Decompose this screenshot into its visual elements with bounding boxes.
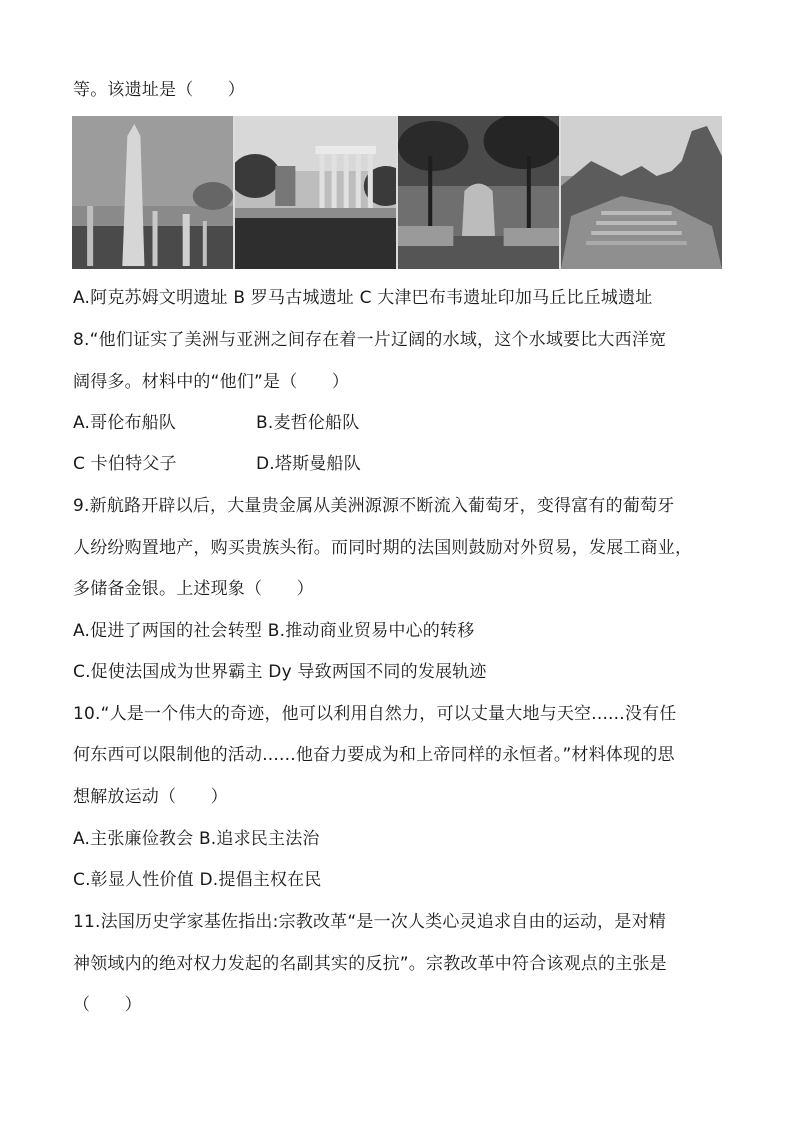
photo-great-zimbabwe — [398, 116, 559, 269]
question-11-stem: （ ） — [73, 995, 142, 1015]
option-d: D.塔斯曼船队 — [256, 454, 361, 474]
question-8-stem: 阔得多。材料中的“他们”是（ ） — [73, 372, 350, 392]
question-7-options: A.阿克苏姆文明遗址 B 罗马古城遗址 C 大津巴布韦遗址印加马丘比丘城遗址 — [73, 288, 653, 308]
question-10-stem: 10.“人是一个伟大的奇迹，他可以利用自然力，可以丈量大地与天空......没有任 — [73, 704, 677, 724]
question-10-options: C.彰显人性价值 D.提倡主权在民 — [73, 870, 322, 890]
photo-axum-obelisks — [72, 116, 233, 269]
option-c: C 卡伯特父子 — [73, 454, 177, 474]
option-b: B.麦哲伦船队 — [256, 413, 360, 433]
question-9-stem: 多储备金银。上述现象（ ） — [73, 579, 314, 599]
question-10-options: A.主张廉俭教会 B.追求民主法治 — [73, 829, 320, 849]
question-8-options-row2 — [73, 454, 361, 474]
question-11-stem: 11.法国历史学家基佐指出:宗教改革“是一次人类心灵追求自由的运动，是对精 — [73, 912, 666, 932]
question-9-stem: 9.新航路开辟以后，大量贵金属从美洲源源不断流入葡萄牙，变得富有的葡萄牙 — [73, 496, 675, 516]
photo-strip — [72, 116, 722, 269]
question-10-stem: 何东西可以限制他的活动......他奋力要成为和上帝同样的永恒者。”材料体现的思 — [73, 745, 675, 765]
option-a: A.哥伦布船队 — [73, 413, 177, 433]
photo-machu-picchu — [561, 116, 722, 269]
question-9-options: A.促进了两国的社会转型 B.推动商业贸易中心的转移 — [73, 621, 475, 641]
question-9-stem: 人纷纷购置地产，购买贵族头衔。而同时期的法国则鼓励对外贸易，发展工商业， — [73, 538, 693, 558]
question-8-stem: 8.“他们证实了美洲与亚洲之间存在着一片辽阔的水域，这个水域要比大西洋宽 — [73, 330, 667, 350]
question-11-stem: 神领域内的绝对权力发起的名副其实的反抗”。宗教改革中符合该观点的主张是 — [73, 954, 667, 974]
question-7-tail: 等。该遗址是（ ） — [73, 80, 245, 100]
photo-roman-forum — [235, 116, 396, 269]
question-8-options-row1 — [73, 413, 360, 433]
question-9-options: C.促使法国成为世界霸主 Dy 导致两国不同的发展轨迹 — [73, 662, 487, 682]
question-10-stem: 想解放运动（ ） — [73, 787, 228, 807]
